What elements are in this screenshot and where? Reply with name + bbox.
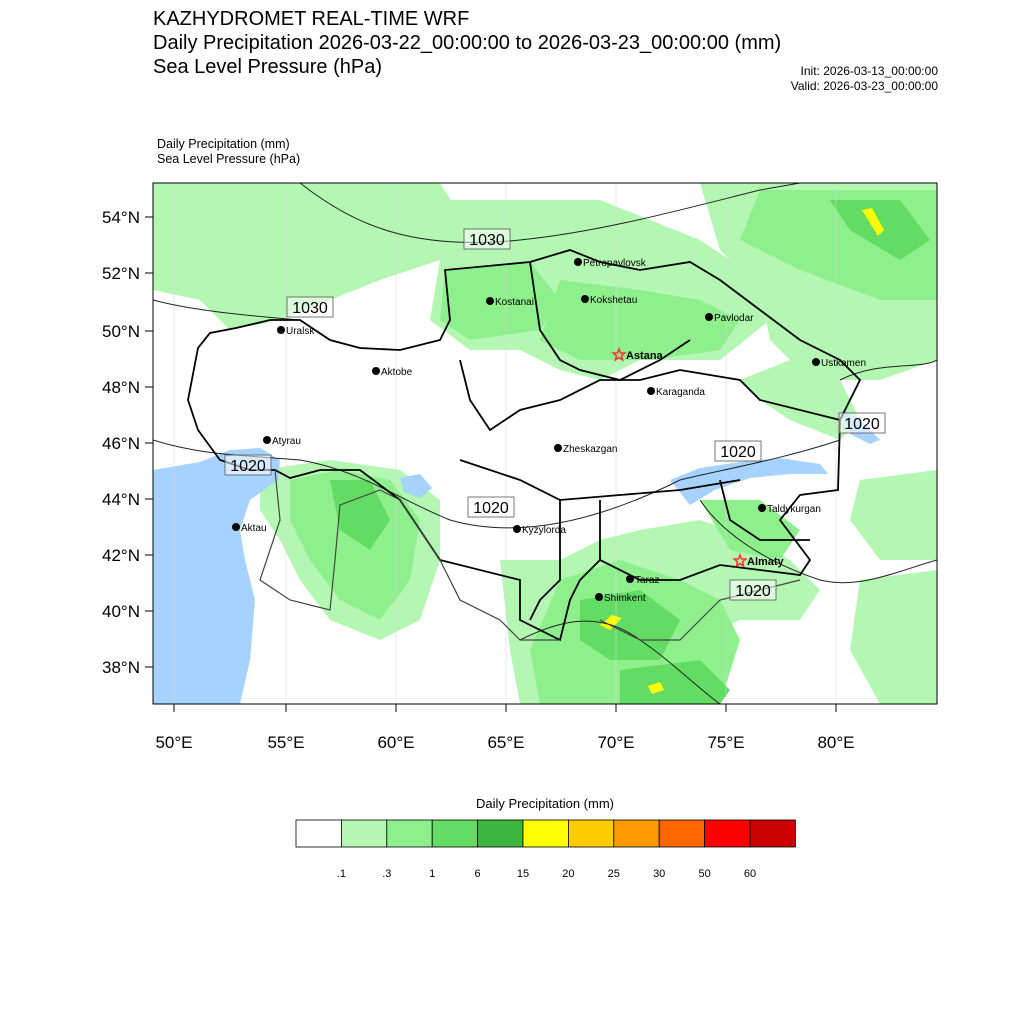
colorbar-tick-label: 25: [607, 868, 620, 880]
svg-text:1020: 1020: [735, 583, 771, 600]
lat-tick-label: 40°N: [102, 602, 140, 621]
city-label: Zheskazgan: [563, 444, 618, 455]
field-title-slp: Sea Level Pressure (hPa): [153, 56, 383, 78]
lon-tick-label: 60°E: [377, 733, 415, 752]
svg-text:1020: 1020: [844, 416, 880, 433]
lat-tick-label: 44°N: [102, 490, 140, 509]
colorbar-swatch: [387, 820, 432, 847]
precip-colorbar: [296, 820, 795, 880]
city-ustkamen: [812, 358, 866, 369]
city-petropavlovsk: [574, 258, 647, 269]
lat-tick-label: 42°N: [102, 546, 140, 565]
city-dot-icon: [277, 326, 285, 334]
city-dot-icon: [758, 504, 766, 512]
city-label: Aktau: [241, 523, 267, 534]
city-dot-icon: [647, 387, 655, 395]
city-taldykurgan: [758, 504, 821, 515]
city-dot-icon: [581, 295, 589, 303]
precip-area-southeast: [850, 570, 937, 704]
lon-tick-label: 70°E: [597, 733, 635, 752]
lon-tick-label: 75°E: [707, 733, 745, 752]
city-label: Atyrau: [272, 436, 301, 447]
colorbar-tick-label: 1: [429, 868, 436, 880]
city-label: Astana: [626, 350, 663, 362]
colorbar-tick-label: .1: [336, 868, 346, 880]
lon-tick-label: 65°E: [487, 733, 525, 752]
init-time: Init: 2026-03-13_00:00:00: [800, 64, 938, 78]
city-label: Kyzylorda: [522, 525, 566, 536]
lat-tick-label: 38°N: [102, 658, 140, 677]
city-label: Petropavlovsk: [583, 258, 646, 269]
colorbar-swatch: [296, 820, 341, 847]
city-label: Taldykurgan: [767, 504, 821, 515]
colorbar-swatch: [341, 820, 386, 847]
isobar-label: [730, 580, 776, 600]
lake-balkhash: [670, 458, 828, 505]
city-label: Ustkamen: [821, 358, 867, 369]
colorbar-tick-label: 60: [743, 868, 757, 880]
svg-text:1020: 1020: [230, 458, 266, 475]
lon-tick-label: 80°E: [817, 733, 855, 752]
lon-tick-label: 50°E: [155, 733, 193, 752]
colorbar-title: Daily Precipitation (mm): [476, 796, 614, 811]
city-kyzylorda: [513, 525, 566, 536]
city-dot-icon: [372, 367, 380, 375]
colorbar-swatch: [614, 820, 659, 847]
latitude-ticks: [102, 208, 153, 677]
isobar-label: [287, 297, 333, 317]
colorbar-tick-label: 50: [698, 868, 711, 880]
map-layers: [153, 183, 937, 704]
city-dot-icon: [595, 593, 603, 601]
svg-text:1030: 1030: [292, 300, 328, 317]
lat-tick-label: 52°N: [102, 264, 140, 283]
lat-tick-label: 46°N: [102, 434, 140, 453]
colorbar-swatch: [750, 820, 795, 847]
svg-text:1020: 1020: [720, 444, 756, 461]
colorbar-swatch: [432, 820, 477, 847]
city-label: Taraz: [635, 575, 660, 586]
city-karaganda: [647, 387, 705, 398]
lat-tick-label: 50°N: [102, 322, 140, 341]
city-label: Kokshetau: [590, 295, 638, 306]
city-label: Kostanai: [495, 297, 534, 308]
isobar-label: [464, 229, 510, 249]
city-label: Uralsk: [286, 326, 315, 337]
colorbar-tick-label: 15: [516, 868, 530, 880]
colorbar-swatch: [523, 820, 568, 847]
colorbar-tick-label: .3: [382, 868, 392, 880]
lat-tick-label: 48°N: [102, 378, 140, 397]
field-title-precip: Daily Precipitation 2026-03-22_00:00:00 to 2026-03-23_00:00:00 (mm): [153, 32, 782, 54]
colorbar-tick-label: 6: [474, 868, 481, 880]
city-aktobe: [372, 367, 413, 378]
city-dot-icon: [705, 313, 713, 321]
colorbar-swatch: [478, 820, 523, 847]
isobar-label: [839, 413, 885, 433]
lon-tick-label: 55°E: [267, 733, 305, 752]
svg-text:1020: 1020: [473, 500, 509, 517]
isobar-label: [715, 441, 761, 461]
colorbar-swatch: [659, 820, 704, 847]
subtitle-precip: Daily Precipitation (mm): [157, 137, 290, 151]
city-uralsk: [277, 326, 315, 337]
isobar-label: [468, 497, 514, 517]
city-dot-icon: [232, 523, 240, 531]
isobar-label: [225, 455, 271, 475]
city-label: Pavlodar: [714, 313, 754, 324]
city-dot-icon: [513, 525, 521, 533]
subtitle-slp: Sea Level Pressure (hPa): [157, 152, 301, 166]
longitude-ticks: [155, 704, 854, 752]
colorbar-swatch: [705, 820, 750, 847]
city-zheskazgan: [554, 444, 617, 455]
city-dot-icon: [812, 358, 820, 366]
valid-time: Valid: 2026-03-23_00:00:00: [790, 79, 938, 93]
city-dot-icon: [263, 436, 271, 444]
city-label: Aktobe: [381, 367, 413, 378]
colorbar-swatch: [568, 820, 613, 847]
lat-tick-label: 54°N: [102, 208, 140, 227]
precip-area-far-east: [850, 470, 937, 560]
city-label: Almaty: [747, 556, 784, 568]
city-dot-icon: [486, 297, 494, 305]
city-label: Karaganda: [656, 387, 705, 398]
city-label: Shimkent: [604, 593, 646, 604]
svg-text:1030: 1030: [469, 232, 505, 249]
city-dot-icon: [574, 258, 582, 266]
city-dot-icon: [554, 444, 562, 452]
city-kokshetau: [581, 295, 637, 306]
city-dot-icon: [626, 575, 634, 583]
city-atyrau: [263, 436, 301, 447]
colorbar-tick-label: 20: [562, 868, 575, 880]
colorbar-tick-label: 30: [653, 868, 666, 880]
main-title: KAZHYDROMET REAL-TIME WRF: [153, 8, 470, 30]
